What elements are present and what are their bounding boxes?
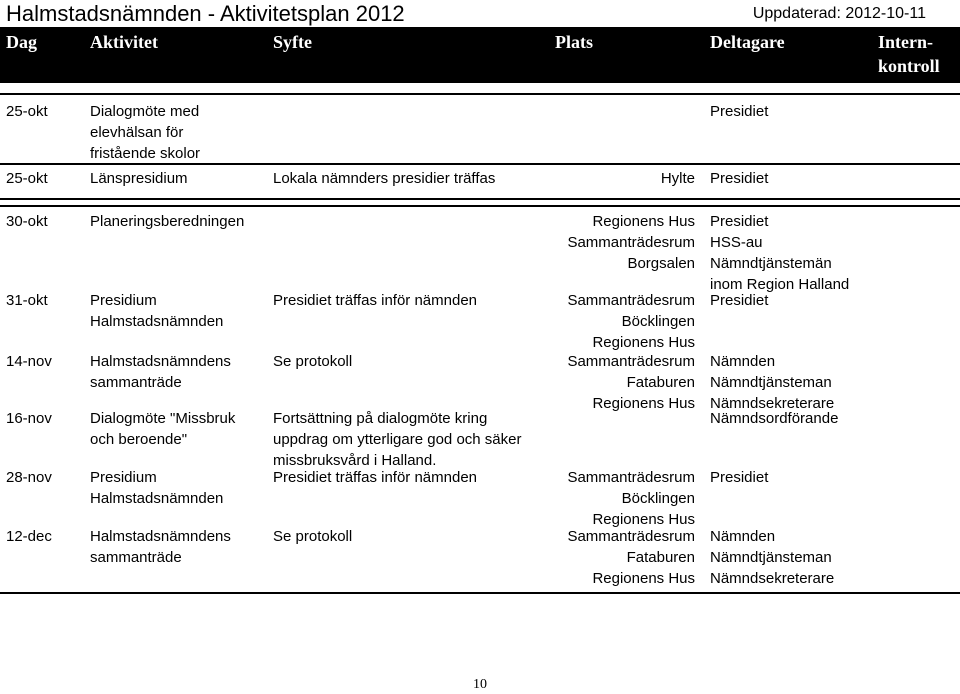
purpose-cell-line: Presidiet träffas inför nämnden [273,469,478,486]
participants-cell-line: Presidiet [710,103,769,120]
participants-cell-line: inom Region Halland [710,276,850,293]
purpose-cell-line: missbruksvård i Halland. [273,452,437,469]
participants-cell [710,211,849,295]
activity-cell-line: Dialogmöte "Missbruk [90,410,236,427]
participants-cell [710,351,834,414]
activity-cell-line: Dialogmöte med [90,103,200,120]
place-cell-line: Sammanträdesrum [567,469,695,486]
participants-cell [710,408,838,429]
place-cell [555,526,695,589]
participants-cell-line: Nämndsekreterare [710,395,835,412]
date-cell-text: 16-nov [6,410,52,427]
activity-cell-line: och beroende" [90,431,188,448]
activity-cell-line: Presidium [90,292,157,309]
activity-cell-line: Halmstadsnämnden [90,490,224,507]
place-cell [555,290,695,353]
column-header-aktivitet: Aktivitet [90,32,158,52]
participants-cell [710,467,768,488]
column-header-bar [0,27,960,83]
date-cell-text: 25-okt [6,103,48,120]
column-header-syfte: Syfte [273,32,312,52]
place-cell [555,211,695,274]
participants-cell-line: HSS-au [710,234,763,251]
participants-cell-line: Presidiet [710,292,769,309]
participants-cell [710,168,768,189]
title-bar [0,0,960,27]
activity-cell [90,211,244,232]
activity-cell-line: Halmstadsnämnden [90,313,224,330]
purpose-cell-line: Se protokoll [273,528,353,545]
place-cell-line: Fataburen [626,374,695,391]
activity-cell-line: sammanträde [90,549,182,566]
date-cell-text: 31-okt [6,292,48,309]
activity-cell [90,351,231,393]
place-cell-line: Fataburen [626,549,695,566]
participants-cell-line: Presidiet [710,213,769,230]
divider [0,93,960,95]
activity-cell [90,101,200,164]
column-header-deltagare: Deltagare [710,32,785,52]
date-cell [6,101,48,122]
date-cell [6,526,52,547]
divider [0,198,960,200]
participants-cell-line: Nämndsekreterare [710,570,835,587]
activity-cell-line: sammanträde [90,374,182,391]
date-cell [6,408,52,429]
place-cell-line: Regionens Hus [592,511,695,528]
participants-cell-line: Presidiet [710,170,769,187]
divider [0,592,960,594]
column-header-dag: Dag [6,32,37,52]
column-header-internkontroll-line1: Intern- [878,32,933,52]
participants-cell [710,290,768,311]
place-cell-line: Sammanträdesrum [567,234,695,251]
place-cell-line: Sammanträdesrum [567,528,695,545]
place-cell-line: Hylte [660,170,695,187]
place-cell-line: Regionens Hus [592,570,695,587]
date-cell-text: 25-okt [6,170,48,187]
date-cell [6,351,52,372]
purpose-cell [273,168,495,189]
place-cell-line: Borgsalen [627,255,695,272]
participants-cell-line: Nämndtjänstemän [710,255,832,272]
activity-cell-line: Presidium [90,469,157,486]
date-cell [6,168,48,189]
purpose-cell-line: Fortsättning på dialogmöte kring [273,410,488,427]
participants-cell-line: Nämndsordförande [710,410,839,427]
purpose-cell [273,467,477,488]
purpose-cell-line: Presidiet träffas inför nämnden [273,292,478,309]
purpose-cell-line: uppdrag om ytterligare god och säker [273,431,522,448]
place-cell [555,467,695,530]
date-cell [6,290,48,311]
date-cell [6,467,52,488]
column-header-internkontroll-line2: kontroll [878,56,940,76]
place-cell-line: Regionens Hus [592,334,695,351]
participants-cell [710,101,768,122]
place-cell-line: Böcklingen [621,490,695,507]
place-cell-line: Sammanträdesrum [567,353,695,370]
place-cell [555,351,695,414]
activity-cell [90,467,223,509]
activity-cell-line: Halmstadsnämndens [90,528,231,545]
activity-cell-line: Planeringsberedningen [90,213,245,230]
purpose-cell-line: Se protokoll [273,353,353,370]
participants-cell-line: Nämndtjänsteman [710,374,832,391]
place-cell-line: Regionens Hus [592,213,695,230]
activity-cell [90,168,188,189]
updated-date: Uppdaterad: 2012-10-11 [752,5,926,22]
activity-cell [90,290,223,332]
participants-cell-line: Nämndtjänsteman [710,549,832,566]
date-cell-text: 28-nov [6,469,52,486]
purpose-cell [273,290,477,311]
date-cell [6,211,48,232]
date-cell-text: 12-dec [6,528,52,545]
purpose-cell [273,526,352,547]
activity-cell-line: Halmstadsnämndens [90,353,231,370]
place-cell-line: Sammanträdesrum [567,292,695,309]
purpose-cell [273,351,352,372]
activity-cell [90,526,231,568]
document-title: Halmstadsnämnden - Aktivitetsplan 2012 [6,1,405,26]
place-cell-line: Regionens Hus [592,395,695,412]
purpose-cell [273,408,521,471]
purpose-cell-line: Lokala nämnders presidier träffas [273,170,496,187]
page-number: 10 [473,677,487,692]
activity-cell-line: elevhälsan för [90,124,184,141]
divider [0,205,960,207]
participants-cell-line: Nämnden [710,353,776,370]
date-cell-text: 30-okt [6,213,48,230]
activity-cell-line: Länspresidium [90,170,188,187]
column-header-plats: Plats [555,32,593,52]
place-cell [555,168,695,189]
column-header-internkontroll [878,30,940,78]
activity-cell-line: fristående skolor [90,145,201,162]
date-cell-text: 14-nov [6,353,52,370]
participants-cell-line: Nämnden [710,528,776,545]
place-cell-line: Böcklingen [621,313,695,330]
participants-cell-line: Presidiet [710,469,769,486]
activity-cell [90,408,235,450]
participants-cell [710,526,834,589]
